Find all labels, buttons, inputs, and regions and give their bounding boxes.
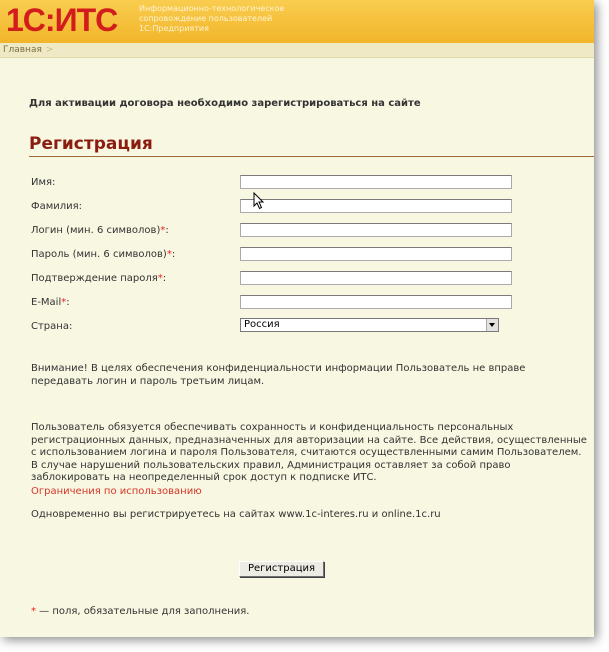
breadcrumb-trail: [3, 44, 53, 56]
email-input[interactable]: [240, 295, 512, 309]
also-register-note: Одновременно вы регистрируетесь на сайтах www.1c-interes.ru и online.1c.ru: [31, 509, 441, 520]
last-name-input[interactable]: [240, 199, 512, 213]
country-label: Страна:: [31, 321, 73, 332]
login-label: Логин (мин. 6 символов)*:: [31, 225, 169, 236]
tagline-line-1: Информационно-технологическое: [139, 4, 285, 13]
dropdown-arrow-icon[interactable]: [486, 319, 498, 331]
tagline-line-3: 1С:Предприятия: [139, 24, 209, 33]
chevron-right-icon: >: [45, 45, 54, 55]
login-input[interactable]: [240, 223, 512, 237]
email-label: E-Mail*:: [31, 297, 70, 308]
logo[interactable]: 1С:ИТС: [6, 2, 118, 38]
required-fields-note: * — поля, обязательные для заполнения.: [31, 606, 250, 617]
password-input[interactable]: [240, 247, 512, 261]
privacy-warning: Внимание! В целях обеспечения конфиденциальности информации Пользователь не вправе передавать логин и пароль третьим лицам.: [31, 363, 526, 387]
password-confirm-input[interactable]: [240, 271, 512, 285]
first-name-label: Имя:: [31, 177, 56, 188]
required-mark: *: [166, 249, 172, 260]
breadcrumb: [0, 43, 594, 58]
country-select[interactable]: [240, 318, 499, 332]
register-button[interactable]: Регистрация: [239, 561, 324, 577]
required-mark: *: [160, 225, 166, 236]
title-divider: [29, 156, 594, 157]
tagline-line-2: сопровождение пользователей: [139, 14, 273, 23]
first-name-input[interactable]: [240, 175, 512, 189]
breadcrumb-home-link[interactable]: Главная: [3, 45, 42, 55]
required-mark: *: [157, 273, 163, 284]
site-header: [0, 0, 594, 43]
page-title: Регистрация: [29, 134, 153, 154]
password-label: Пароль (мин. 6 символов)*:: [31, 249, 176, 260]
required-mark: *: [31, 606, 36, 617]
password-confirm-label: Подтверждение пароля*:: [31, 273, 167, 284]
usage-restrictions-link[interactable]: Ограничения по использованию: [31, 486, 202, 497]
required-mark: *: [61, 297, 67, 308]
country-selected-value: Россия: [244, 319, 280, 330]
last-name-label: Фамилия:: [31, 201, 83, 212]
activation-notice: Для активации договора необходимо зарегистрироваться на сайте: [29, 98, 421, 109]
mouse-cursor-icon: [253, 192, 265, 210]
terms-text: Пользователь обязуется обеспечивать сохранность и конфиденциальность персональных регистрационных данных, предназначенных для авторизации на сайте. Все действия, осуществленные с использованием логина и пароля Пользователя, считаются осуществленными самим Пользователем. В случае нарушений пользовательских правил, Администрация оставляет за собой право заблокировать на неопределенный срок доступ к подписке ИТС.: [31, 422, 587, 483]
logo-tagline: [139, 4, 284, 34]
